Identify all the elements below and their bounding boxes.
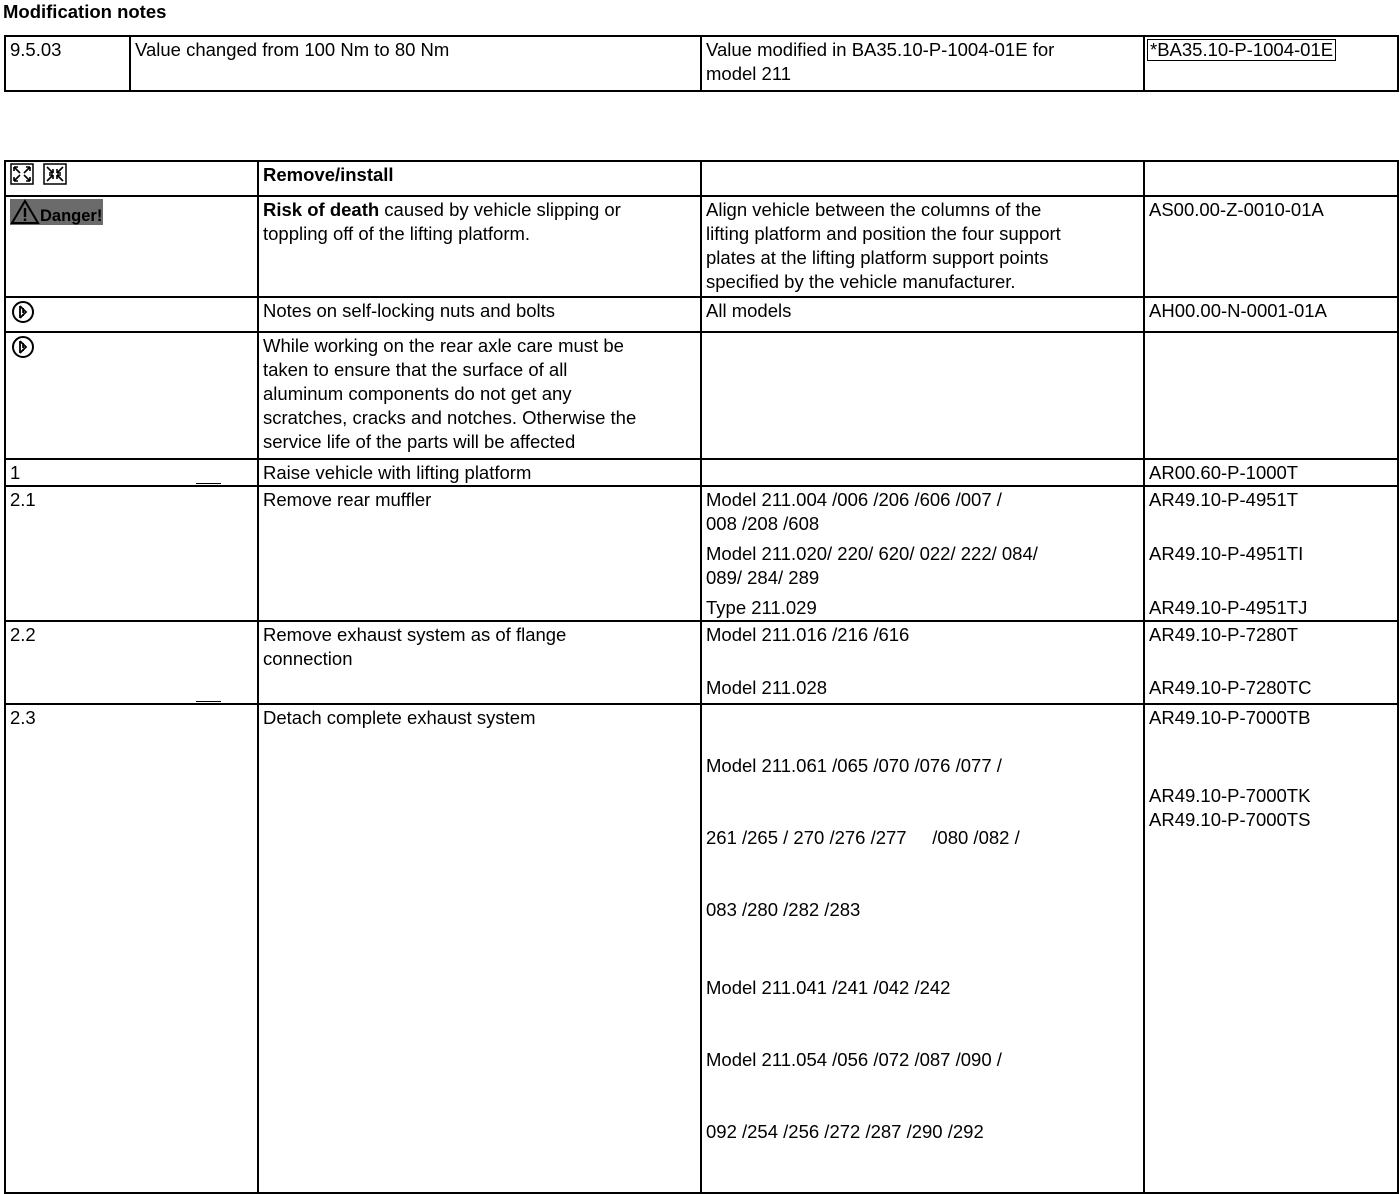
expand-icon[interactable]	[10, 163, 34, 191]
mod-change: Value changed from 100 Nm to 80 Nm	[130, 36, 701, 91]
collapse-icon[interactable]	[43, 163, 67, 191]
step-row-1	[5, 459, 1398, 486]
note2-text	[258, 332, 701, 459]
step1-text: Raise vehicle with lifting platform	[258, 459, 701, 486]
danger-instruction-line: lifting platform and position the four support	[706, 223, 1061, 244]
danger-row	[5, 196, 1398, 297]
model-line: Model 211.041 /241 /042 /242	[706, 977, 951, 998]
ref-link[interactable]: AR49.10-P-7280T	[1149, 624, 1299, 645]
note2-line: scratches, cracks and notches. Otherwise the	[263, 407, 637, 428]
model-line: Model 211.004 /006 /206 /606 /007 /	[706, 489, 1002, 510]
modification-notes-table	[4, 35, 1399, 92]
modification-row	[5, 36, 1398, 91]
step21-text: Remove rear muffler	[258, 486, 701, 621]
step22-text	[258, 621, 701, 704]
step21-refs	[1144, 486, 1398, 621]
note1-icon-cell	[5, 297, 258, 332]
model-line: 261 /265 / 270 /276 /277 /080 /082 /	[706, 827, 1020, 848]
risk-bold: Risk of death	[263, 199, 380, 220]
note1-text: Notes on self-locking nuts and bolts	[258, 297, 701, 332]
warning-triangle-icon	[10, 199, 40, 225]
step-row-2-3	[5, 704, 1398, 1193]
step21-models	[701, 486, 1144, 621]
note-icon	[10, 334, 36, 360]
mod-detail-line2: model 211	[706, 63, 792, 84]
danger-badge	[10, 199, 103, 225]
mod-date: 9.5.03	[5, 36, 130, 91]
note2-line: While working on the rear axle care must be	[263, 335, 624, 356]
model-line: Model 211.061 /065 /070 /076 /077 /	[706, 755, 1002, 776]
header-icons-cell	[5, 161, 258, 196]
model-line: 008 /208 /608	[706, 513, 820, 534]
ref-link[interactable]: AR49.10-P-7000TS	[1149, 809, 1311, 830]
danger-instruction-line: Align vehicle between the columns of the	[706, 199, 1042, 220]
step22-num: 2.2	[10, 624, 36, 645]
mod-reference-cell	[1144, 36, 1398, 91]
step22-refs	[1144, 621, 1398, 704]
step1-num: 1	[10, 462, 21, 483]
note-row-2	[5, 332, 1398, 459]
danger-instruction-line: specified by the vehicle manufacturer.	[706, 271, 1016, 292]
model-line: Model 211.028	[706, 677, 828, 698]
model-line: 083 /280 /282 /283	[706, 899, 861, 920]
model-line: 092 /254 /256 /272 /287 /290 /292	[706, 1121, 984, 1142]
note-icon	[10, 299, 36, 325]
danger-ref[interactable]: AS00.00-Z-0010-01A	[1144, 196, 1398, 297]
mod-detail-line1: Value modified in BA35.10-P-1004-01E for	[706, 39, 1055, 60]
note2-icon-cell	[5, 332, 258, 459]
mod-reference-link[interactable]: *BA35.10-P-1004-01E	[1147, 39, 1336, 61]
step23-models	[701, 704, 1144, 1193]
model-line: Model 211.016 /216 /616	[706, 624, 910, 645]
mod-detail	[701, 36, 1144, 91]
note-row-1	[5, 297, 1398, 332]
step-row-2-1	[5, 486, 1398, 621]
step1-num-cell	[5, 459, 258, 486]
model-line: 089/ 284/ 289	[706, 567, 820, 588]
danger-risk-cell	[258, 196, 701, 297]
ref-link[interactable]: AR49.10-P-4951T	[1149, 489, 1299, 510]
header-title: Remove/install	[258, 161, 701, 196]
danger-label-cell	[5, 196, 258, 297]
step22-text-line: Remove exhaust system as of flange	[263, 624, 567, 645]
step22-num-cell	[5, 621, 258, 704]
step23-refs	[1144, 704, 1398, 1193]
step22-text-line: connection	[263, 648, 353, 669]
step1-ref[interactable]: AR00.60-P-1000T	[1144, 459, 1398, 486]
ref-link[interactable]: AR49.10-P-4951TI	[1149, 543, 1304, 564]
model-line: Model 211.020/ 220/ 620/ 022/ 222/ 084/	[706, 543, 1038, 564]
step21-num: 2.1	[5, 486, 258, 621]
ref-link[interactable]: AR49.10-P-7280TC	[1149, 677, 1312, 698]
step23-num: 2.3	[5, 704, 258, 1193]
ref-link[interactable]: AR49.10-P-4951TJ	[1149, 597, 1308, 618]
modification-notes-heading: Modification notes	[3, 1, 167, 22]
note1-ref[interactable]: AH00.00-N-0001-01A	[1144, 297, 1398, 332]
step-row-2-2	[5, 621, 1398, 704]
note2-line: service life of the parts will be affected	[263, 431, 576, 452]
step22-models	[701, 621, 1144, 704]
ref-link[interactable]: AR49.10-P-7000TK	[1149, 785, 1311, 806]
danger-label: Danger!	[40, 207, 103, 225]
model-line: Model 211.054 /056 /072 /087 /090 /	[706, 1049, 1002, 1070]
header-row	[5, 161, 1398, 196]
danger-instruction-cell	[701, 196, 1144, 297]
note2-line: aluminum components do not get any	[263, 383, 572, 404]
model-line: Type 211.029	[706, 597, 817, 618]
risk-line2: toppling off of the lifting platform.	[263, 223, 531, 244]
danger-instruction-line: plates at the lifting platform support points	[706, 247, 1049, 268]
remove-install-table	[4, 160, 1399, 1194]
risk-rest: caused by vehicle slipping or	[379, 199, 621, 220]
note1-models: All models	[701, 297, 1144, 332]
note2-line: taken to ensure that the surface of all	[263, 359, 568, 380]
ref-link[interactable]: AR49.10-P-7000TB	[1149, 707, 1311, 728]
step23-text: Detach complete exhaust system	[258, 704, 701, 1193]
